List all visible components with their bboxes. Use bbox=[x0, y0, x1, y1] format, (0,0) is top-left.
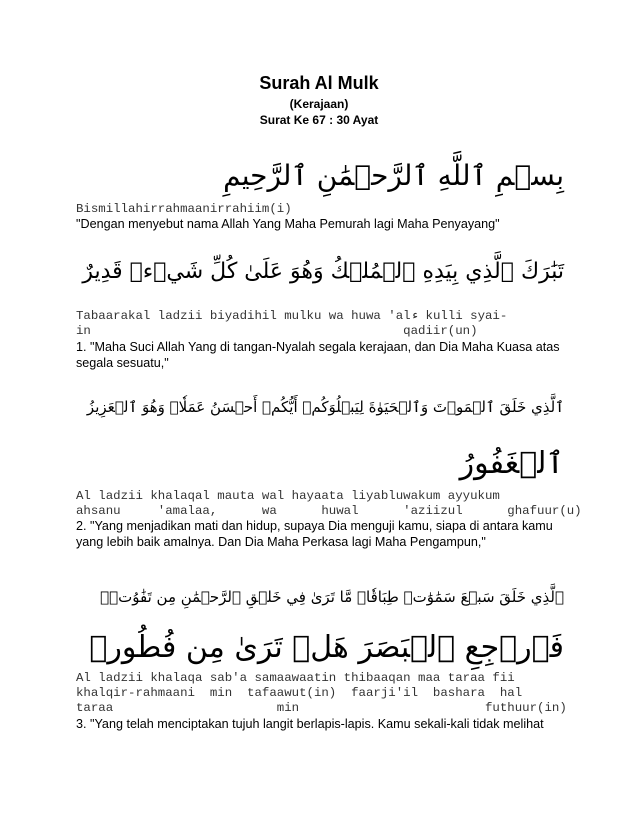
verse-2-meaning-line-2: yang lebih baik amalnya. Dan Dia Maha Perkasa lagi Maha Pengampun," bbox=[76, 535, 486, 549]
verse-3-arabic-line-1: ٱلَّذِي خَلَقَ سَبۡعَ سَمَٰوَٰتٖ طِبَاقٗاۖ مَّا تَرَىٰ فِي خَلۡقِ ٱلرَّحۡمَٰنِ مِن تَفَٰوُتٖۖ bbox=[100, 588, 564, 606]
page-subtitle: (Kerajaan) bbox=[289, 97, 349, 111]
verse-2-latin-line-1: Al ladzii khalaqal mauta wal hayaata liyabluwakum ayyukum bbox=[76, 489, 500, 503]
verse-3-meaning-line-1: 3. "Yang telah menciptakan tujuh langit berlapis-lapis. Kamu sekali-kali tidak melihat bbox=[76, 717, 544, 731]
verse-1-latin-line-2: in qadiir(un) bbox=[76, 324, 478, 338]
verse-3-latin-line-2: khalqir-rahmaani min tafaawut(in) faarji'il bashara hal bbox=[76, 686, 523, 700]
basmala-arabic: بِسۡمِ ٱللَّهِ ٱلرَّحۡمَٰنِ ٱلرَّحِيمِ bbox=[223, 159, 564, 192]
verse-2-latin-line-2: ahsanu 'amalaa, wa huwal 'aziizul ghafuur(u) bbox=[76, 504, 582, 518]
verse-3-arabic-line-2: فَٱرۡجِعِ ٱلۡبَصَرَ هَلۡ تَرَىٰ مِن فُطُورٖ bbox=[89, 630, 564, 665]
verse-2-arabic-line-1: ٱلَّذِي خَلَقَ ٱلۡمَوۡتَ وَٱلۡحَيَوٰةَ لِيَبۡلُوَكُمۡ أَيُّكُمۡ أَحۡسَنُ عَمَلٗاۚ وَهُوَ ٱلۡعَزِيزُ bbox=[86, 398, 564, 416]
verse-1-latin-line-1: Tabaarakal ladzii biyadihil mulku wa huwa 'alء kulli syai- bbox=[76, 309, 508, 323]
page-title: Surah Al Mulk bbox=[259, 73, 379, 93]
verse-1-arabic: تَبَٰرَكَ ٱلَّذِي بِيَدِهِ ٱلۡمُلۡكُ وَهُوَ عَلَىٰ كُلِّ شَيۡءٖ قَدِيرٌ bbox=[82, 259, 564, 284]
verse-1-meaning-line-1: 1. "Maha Suci Allah Yang di tangan-Nyalah segala kerajaan, dan Dia Maha Kuasa atas bbox=[76, 340, 560, 354]
verse-3-latin-line-3: taraa min futhuur(in) bbox=[76, 701, 567, 715]
surah-info: Surat Ke 67 : 30 Ayat bbox=[259, 113, 379, 127]
verse-3-latin-line-1: Al ladzii khalaqa sab'a samaawaatin thibaaqan maa taraa fii bbox=[76, 671, 515, 685]
basmala-latin: Bismillahirrahmaanirrahiim(i) bbox=[76, 202, 292, 216]
verse-2-arabic-line-2: ٱلۡغَفُورُ bbox=[459, 446, 564, 481]
document-header bbox=[0, 72, 638, 128]
basmala-meaning: "Dengan menyebut nama Allah Yang Maha Pemurah lagi Maha Penyayang" bbox=[76, 217, 500, 231]
verse-1-meaning-line-2: segala sesuatu," bbox=[76, 356, 169, 370]
verse-2-meaning-line-1: 2. "Yang menjadikan mati dan hidup, supaya Dia menguji kamu, siapa di antara kamu bbox=[76, 519, 553, 533]
